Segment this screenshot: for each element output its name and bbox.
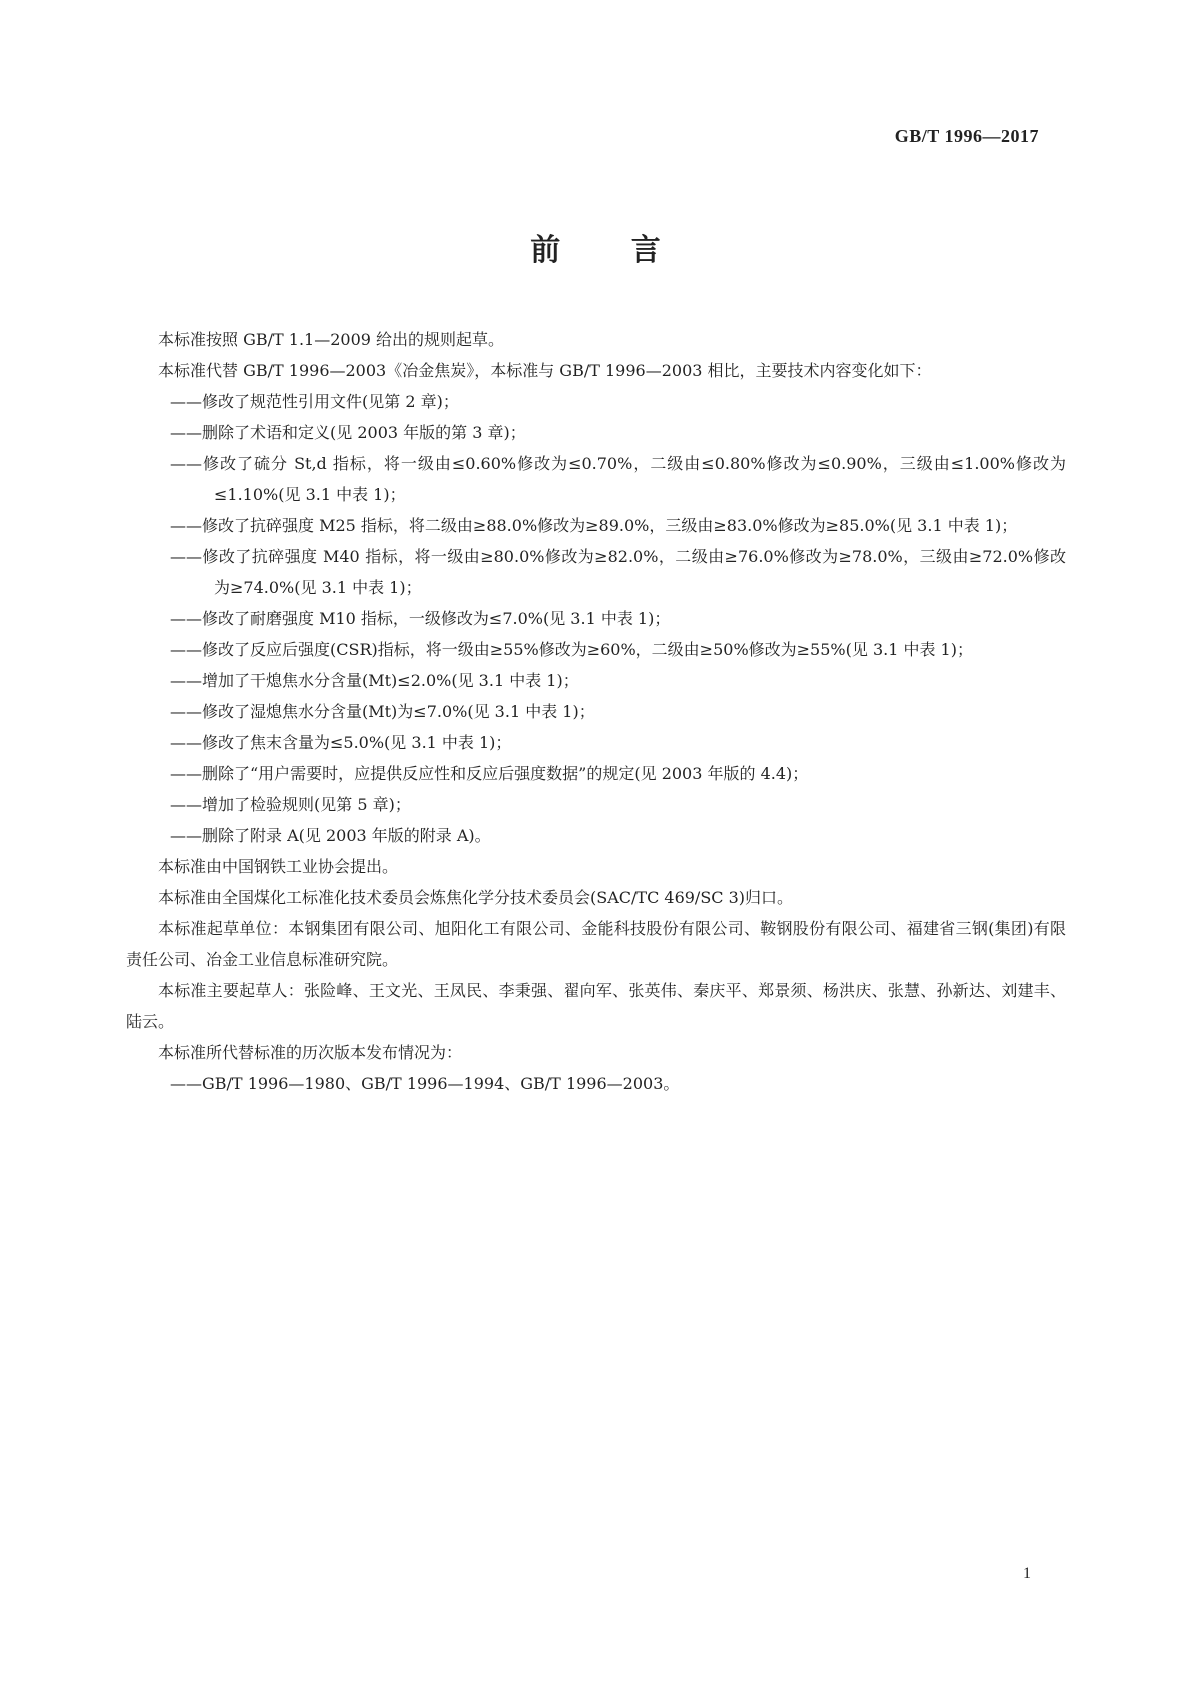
page-title: 前 言 bbox=[530, 233, 691, 268]
intro-paragraph: 本标准代替 GB/T 1996—2003《冶金焦炭》，本标准与 GB/T 1996—2003 相比，主要技术内容变化如下： bbox=[158, 361, 932, 380]
change-item: ——修改了耐磨强度 M10 指标，一级修改为≤7.0%(见 3.1 中表 1)； bbox=[170, 609, 671, 628]
change-item: ——删除了术语和定义(见 2003 年版的第 3 章)； bbox=[170, 423, 526, 442]
intro-paragraph: 本标准按照 GB/T 1.1—2009 给出的规则起草。 bbox=[158, 330, 505, 349]
change-item: ——修改了反应后强度(CSR)指标，将一级由≥55%修改为≥60%，二级由≥50%修改为≥55%(见 3.1 中表 1)； bbox=[170, 640, 973, 659]
closing-paragraph: 本标准所代替标准的历次版本发布情况为： bbox=[158, 1043, 463, 1062]
change-item: ——删除了“用户需要时，应提供反应性和反应后强度数据”的规定(见 2003 年版的 4.4)； bbox=[170, 764, 809, 783]
closing-paragraph: 本标准由中国钢铁工业协会提出。 bbox=[158, 857, 399, 876]
history-item: ——GB/T 1996—1980、GB/T 1996—1994、GB/T 1996—2003。 bbox=[170, 1074, 680, 1093]
change-item: ——增加了干熄焦水分含量(Mt)≤2.0%(见 3.1 中表 1)； bbox=[170, 671, 579, 690]
closing-paragraph: 本标准由全国煤化工标准化技术委员会炼焦化学分技术委员会(SAC/TC 469/SC 3)归口。 bbox=[158, 888, 794, 907]
closing-paragraph: 本标准主要起草人：张险峰、王文光、王凤民、李秉强、翟向军、张英伟、秦庆平、郑景须、杨洪庆、张慧、孙新达、刘建丰、陆云。 bbox=[126, 981, 1066, 1031]
change-item: ——修改了焦末含量为≤5.0%(见 3.1 中表 1)； bbox=[170, 733, 512, 752]
change-item: ——修改了硫分 St,d 指标，将一级由≤0.60%修改为≤0.70%，二级由≤0.80%修改为≤0.90%，三级由≤1.00%修改为≤1.10%(见 3.1 中表 1)； bbox=[170, 454, 1066, 504]
change-item: ——删除了附录 A(见 2003 年版的附录 A)。 bbox=[170, 826, 491, 845]
page-number: 1 bbox=[1023, 1565, 1031, 1582]
foreword-body bbox=[126, 324, 1066, 1099]
closing-paragraph: 本标准起草单位：本钢集团有限公司、旭阳化工有限公司、金能科技股份有限公司、鞍钢股份有限公司、福建省三钢(集团)有限责任公司、冶金工业信息标准研究院。 bbox=[126, 919, 1066, 969]
change-item: ——修改了抗碎强度 M40 指标，将一级由≥80.0%修改为≥82.0%，二级由≥76.0%修改为≥78.0%，三级由≥72.0%修改为≥74.0%(见 3.1 中表 1)； bbox=[170, 547, 1066, 597]
change-item: ——修改了规范性引用文件(见第 2 章)； bbox=[170, 392, 459, 411]
change-item: ——修改了湿熄焦水分含量(Mt)为≤7.0%(见 3.1 中表 1)； bbox=[170, 702, 595, 721]
document-code: GB/T 1996—2017 bbox=[894, 126, 1039, 146]
change-item: ——修改了抗碎强度 M25 指标，将二级由≥88.0%修改为≥89.0%，三级由≥83.0%修改为≥85.0%(见 3.1 中表 1)； bbox=[170, 516, 1018, 535]
change-item: ——增加了检验规则(见第 5 章)； bbox=[170, 795, 411, 814]
